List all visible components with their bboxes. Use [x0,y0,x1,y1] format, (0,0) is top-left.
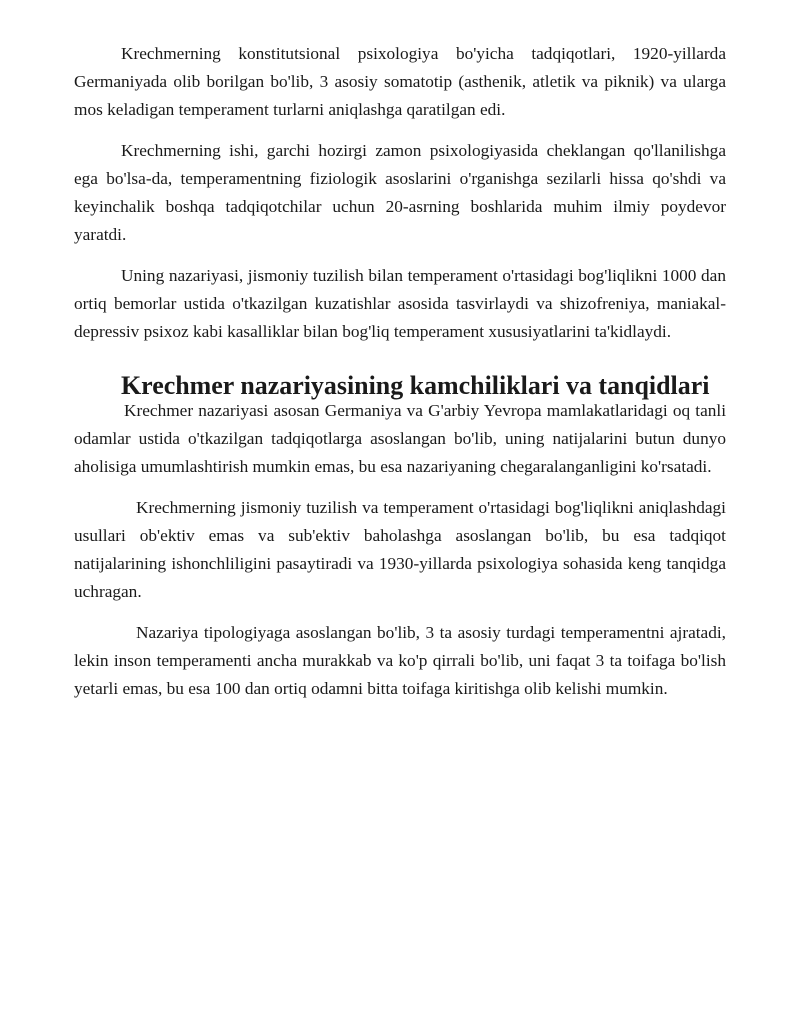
document-page [74,40,726,703]
paragraph-method-criticism: Krechmerning jismoniy tuzilish va temperament o'rtasidagi bog'liqlikni aniqlashdagi usullari ob'ektiv emas va sub'ektiv baholashga asoslangan bo'lib, bu esa tadqiqot natijalarining ishonchliligini pasaytiradi va 1930-yillarda psixologiya sohasida keng tanqidga uchragan. [74,498,726,601]
section-heading: Krechmer nazariyasining kamchiliklari va tanqidlari [121,371,710,400]
paragraph-gap [74,124,726,137]
paragraph-gap [74,249,726,262]
paragraph-constitutional-research: Krechmerning konstitutsional psixologiya bo'yicha tadqiqotlari, 1920-yillarda Germaniyada olib borilgan bo'lib, 3 asosiy somatotip (asthenik, atletik va piknik) va ularga mos keladigan temperament turlarni aniqlashga qaratilgan edi. [74,44,726,119]
paragraph-population-limitation: Krechmer nazariyasi asosan Germaniya va G'arbiy Yevropa mamlakatlaridagi oq tanli odamlar ustida o'tkazilgan tadqiqotlarga asoslangan bo'lib, uning natijalarini butun dunyo aholisiga umumlashtirish mumkin emas, bu esa nazariyaning chegaralanganligini ko'rsatadi. [74,401,726,476]
paragraph-typology-criticism: Nazariya tipologiyaga asoslangan bo'lib, 3 ta asosiy turdagi temperamentni ajratadi, lekin inson temperamenti ancha murakkab va ko'p qirrali bo'lib, uni faqat 3 ta toifaga bo'lish yetarli emas, bu esa 100 dan ortiq odamni bitta toifaga kiritishga olib kelishi mumkin. [74,623,726,698]
paragraph-contribution: Krechmerning ishi, garchi hozirgi zamon psixologiyasida cheklangan qo'llanilishga ega bo'lsa-da, temperamentning fiziologik asoslarini o'rganishga sezilarli hissa qo'shdi va keyinchalik boshqa tadqiqotchilar uchun 20-asrning boshlarida muhim ilmiy poydevor yaratdi. [74,141,726,244]
paragraph-gap [74,606,726,619]
paragraph-theory-description: Uning nazariyasi, jismoniy tuzilish bilan temperament o'rtasidagi bog'liqlikni 1000 dan ortiq bemorlar ustida o'tkazilgan kuzatishlar asosida tasvirlaydi va shizofreniya, maniakal-depressiv psixoz kabi kasalliklar bilan bog'liq temperament xususiyatlarini ta'kidlaydi. [74,266,726,341]
paragraph-gap [74,481,726,494]
